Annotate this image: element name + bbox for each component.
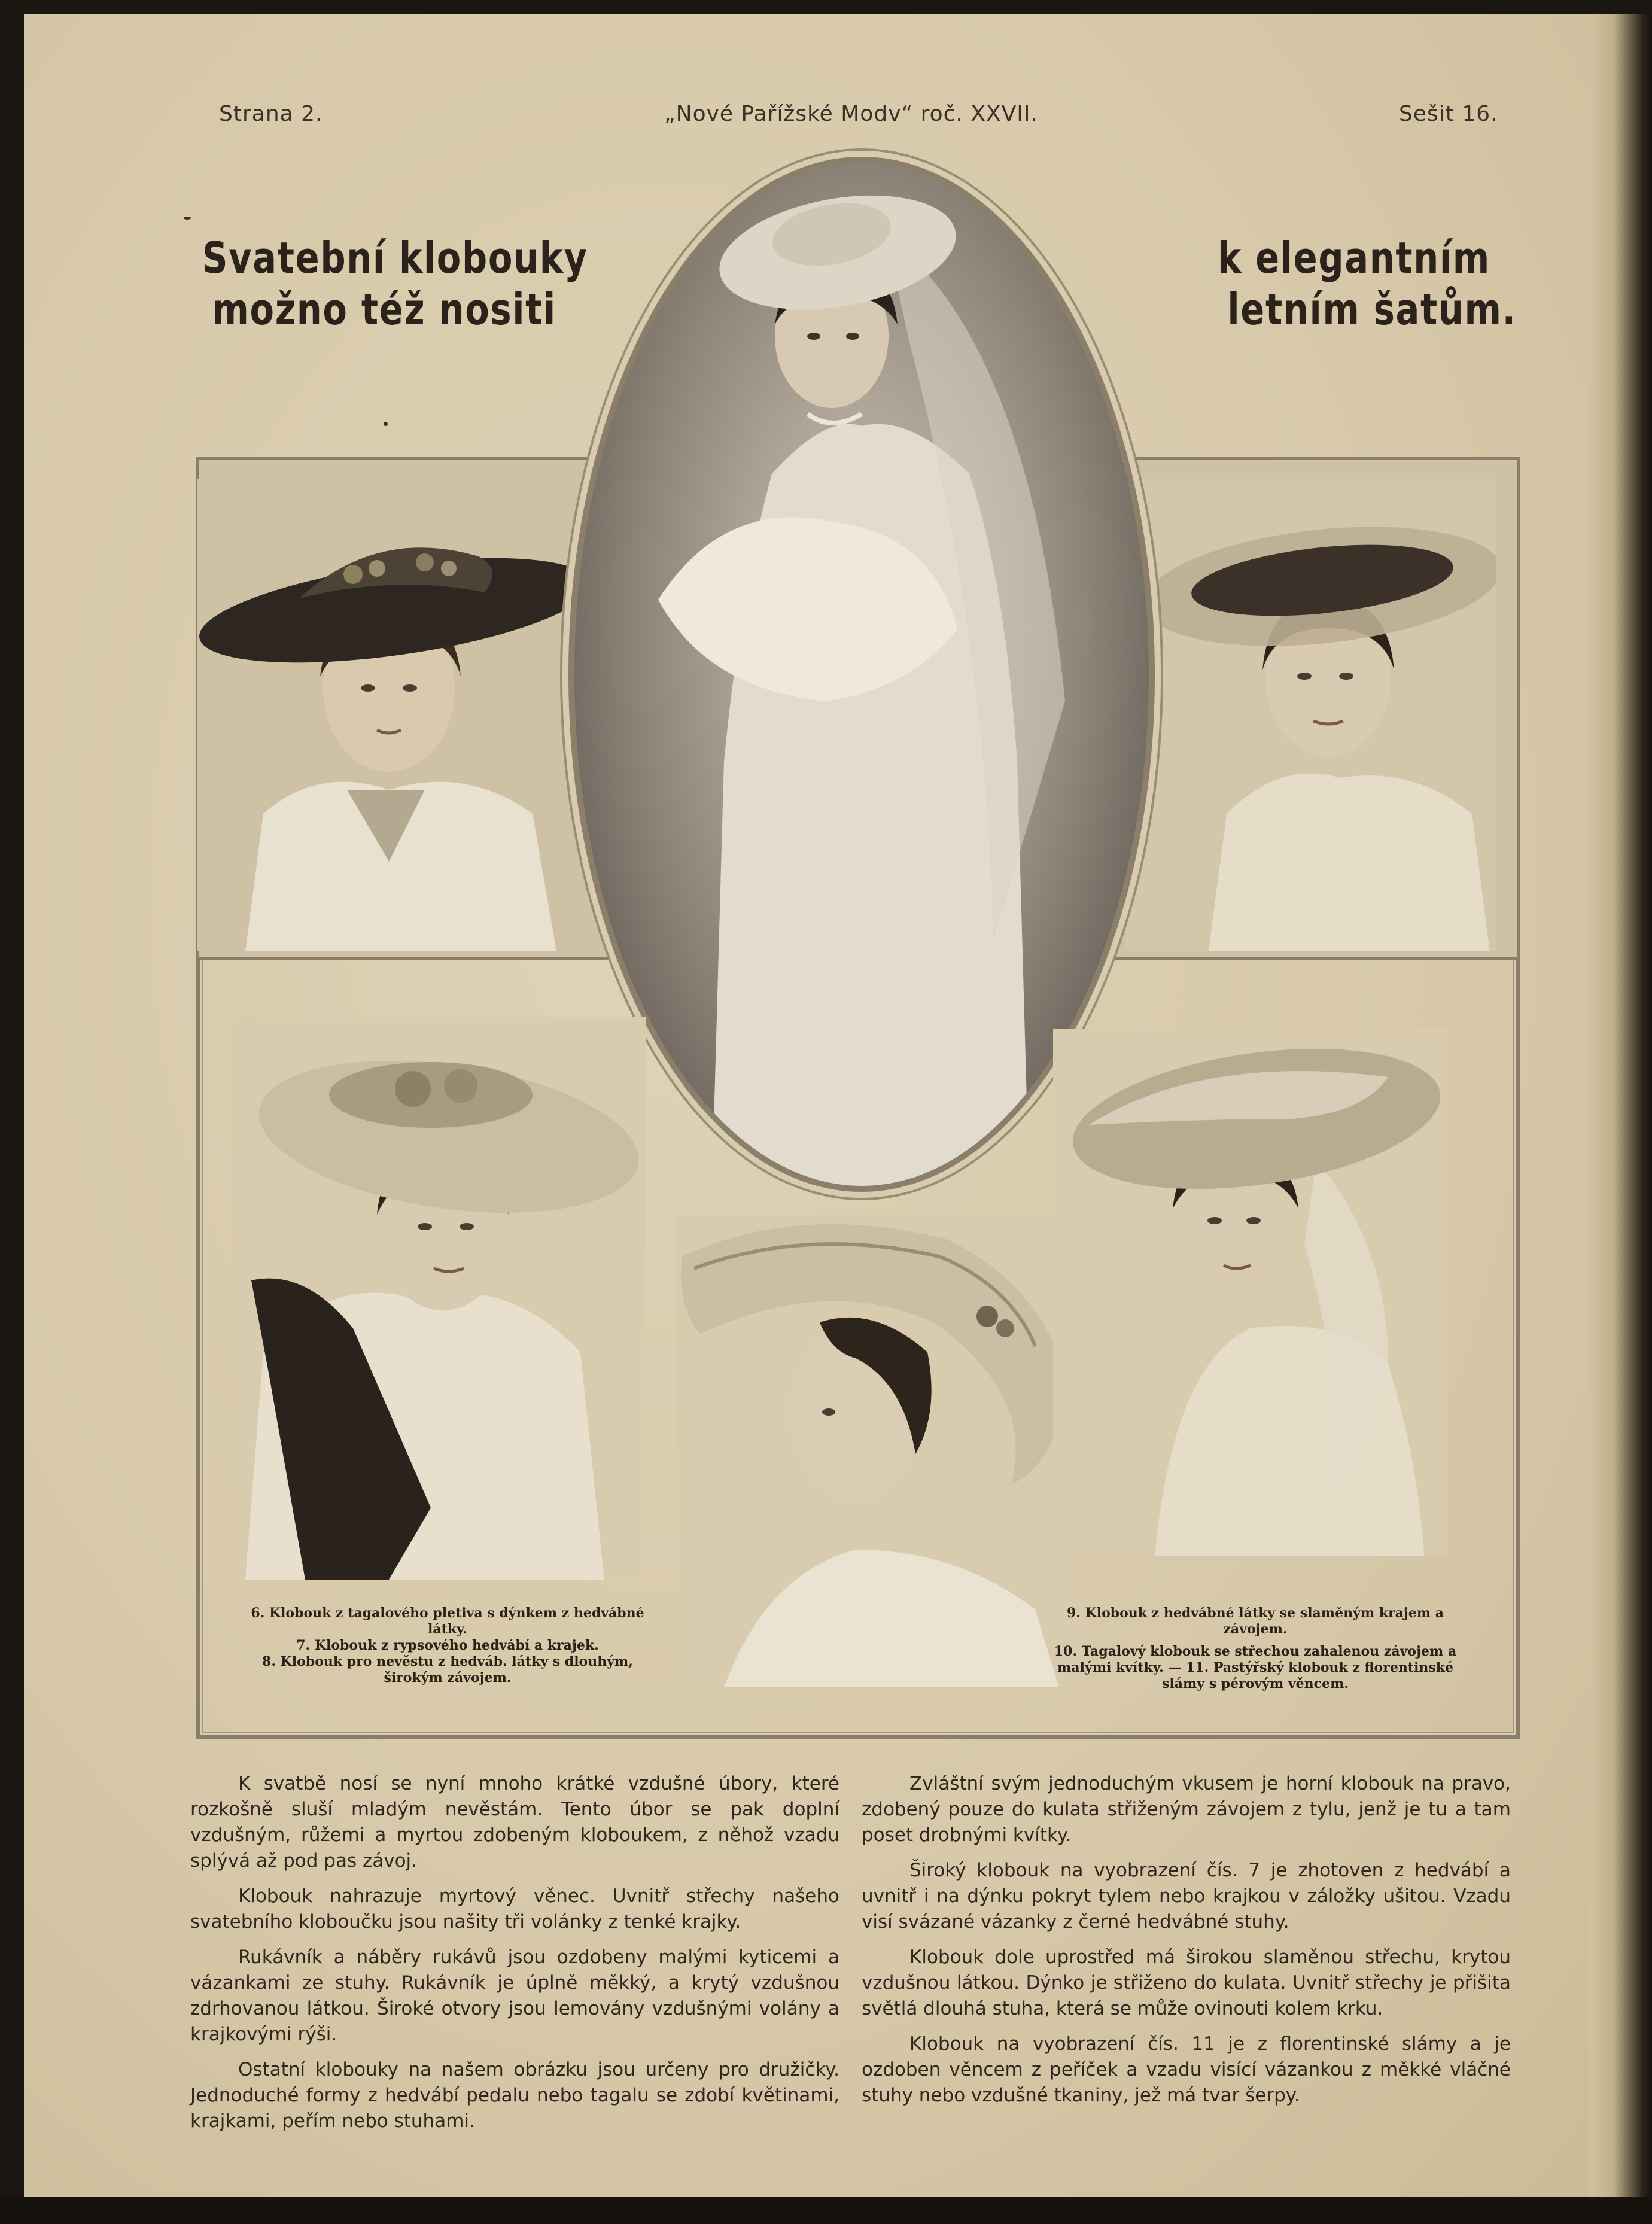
caption-6: 6. Klobouk z tagalového pletiva s dýnkem z hedvábné látky.	[251, 1605, 644, 1637]
scan-bottom-edge	[0, 2197, 1652, 2224]
paragraph-left-1: K svatbě nosí se nyní mnoho krátké vzdušné úbory, které rozkošně sluší mladým nevěstám. Tento úbor se pak doplní vzdušným, růžemi a myrtou zdobeným kloboukem, z něhož vzadu splývá až pod pas závoj.	[190, 1773, 839, 1872]
header-magazine-title: „Nové Pařížské Modv“ roč. XXVII.	[664, 102, 1038, 126]
title-right-line1: k elegantním	[1218, 233, 1490, 283]
print-speck	[184, 217, 191, 220]
caption-10-11: 10. Tagalový klobouk se střechou zahalenou závojem a malými kvítky. — 11. Pastýřský klobouk z florentinské slámy s pérovým věncem.	[1054, 1644, 1457, 1691]
paragraph-left-2: Klobouk nahrazuje myrtový věnec. Uvnitř střechy našeho svatebního kloboučku jsou našity tři volánky z tenké krajky.	[190, 1885, 839, 1933]
caption-7: 7. Klobouk z rypsového hedvábí a krajek.	[296, 1638, 599, 1653]
print-speck	[384, 422, 388, 426]
paragraph-left-4: Ostatní klobouky na našem obrázku jsou určeny pro družičky. Jednoduché formy z hedvábí pedalu nebo tagalu se zdobí květinami, krajkami, peřím nebo stuhami.	[190, 2059, 839, 2132]
photo-hat-bottom-left	[233, 1017, 646, 1580]
paragraph-right-4: Klobouk na vyobrazení čís. 11 je z florentinské slámy a je ozdoben věncem z peříček a vzadu visící vázankou z měkké vláčné stuhy nebo vzdušné tkaniny, jež má tvar šerpy.	[862, 2033, 1511, 2106]
title-left	[202, 232, 588, 335]
header-issue-number: Sešit 16.	[1399, 102, 1498, 126]
paragraph-right-3: Klobouk dole uprostřed má širokou slaměnou střechu, krytou vzdušnou látkou. Dýnko je střiženo do kulata. Uvnitř střechy je přišita světlá dlouhá stuha, která se může ovinouti kolem krku.	[862, 1946, 1511, 2019]
caption-8: 8. Klobouk pro nevěstu z hedváb. látky s dlouhým, širokým závojem.	[262, 1654, 633, 1686]
text-column-left	[190, 1771, 839, 2144]
text-column-right	[862, 1771, 1511, 2118]
paragraph-right-2: Široký klobouk na vyobrazení čís. 7 je zhotoven z hedvábí a uvnitř i na dýnku pokryt tylem nebo krajkou v záložky ušitou. Vzadu visí svázané vázanky z černé hedvábné stuhy.	[862, 1860, 1511, 1933]
photo-hat-top-right	[1125, 479, 1496, 951]
header-page-number: Strana 2.	[219, 102, 323, 126]
title-right	[1218, 232, 1517, 335]
title-left-line1: Svatební klobouky	[202, 233, 588, 283]
page-binding-edge	[1589, 14, 1652, 2224]
photo-hat-bottom-center	[676, 1215, 1083, 1687]
title-right-line2: letním šatům.	[1227, 284, 1517, 334]
photo-hat-bottom-right	[1053, 1029, 1448, 1556]
paragraph-right-1: Zvláštní svým jednoduchým vkusem je horní klobouk na pravo, zdobený pouze do kulata střiženým závojem z tylu, jenž je tu a tam poset drobnými kvítky.	[862, 1773, 1511, 1846]
caption-9: 9. Klobouk z hedvábné látky se slaměným krajem a závojem.	[1066, 1605, 1444, 1637]
title-left-line2: možno též nositi	[212, 284, 556, 334]
photo-hat-top-left	[197, 479, 586, 951]
captions-right	[1046, 1605, 1465, 1692]
paragraph-left-3: Rukávník a náběry rukávů jsou ozdobeny malými kyticemi a vázankami ze stuhy. Rukávník je úplně měkký, a krytý vzdušnou zdrhovanou látkou. Široké otvory jsou lemovány vzdušnými volány a krajkovými rýši.	[190, 1946, 839, 2045]
captions-left	[250, 1605, 645, 1686]
